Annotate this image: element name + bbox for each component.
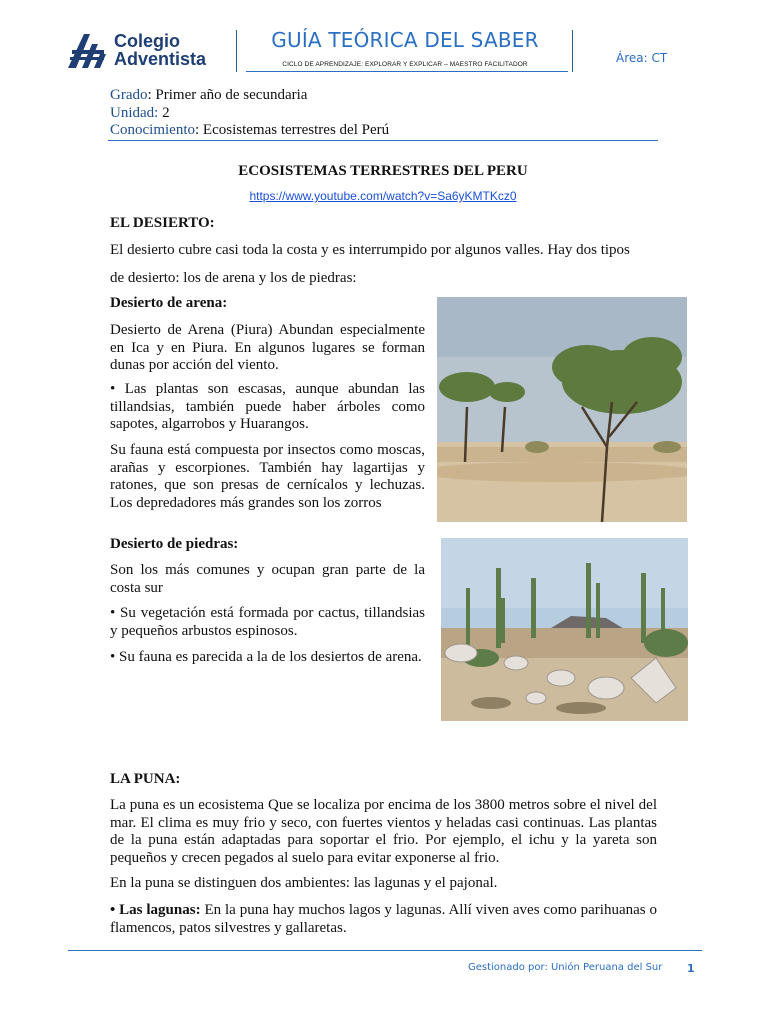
conocimiento-label: Conocimiento (110, 122, 195, 138)
piedras-paragraph-1: Son los más comunes y ocupan gran parte de la costa sur (110, 562, 425, 596)
subheading-desierto-piedras: Desierto de piedras: (110, 536, 239, 552)
logo-line-2: Adventista (114, 49, 207, 69)
arena-paragraph-2: • Las plantas son escasas, aunque abundan las tillandsias, también puede haber árboles como sapotes, algarrobos y Huarangos. (110, 381, 425, 432)
grado-value: : Primer año de secundaria (147, 87, 308, 103)
grado-label: Grado (110, 87, 148, 103)
header-subtitle-rule (246, 71, 568, 72)
school-logo (68, 30, 228, 72)
lagunas-label: • Las lagunas: (110, 902, 201, 918)
area-label: Área: CT (616, 51, 668, 65)
puna-paragraph-1: La puna es un ecosistema Que se localiza por encima de los 3800 metros sobre el nivel del mar. El clima es muy frio y seco, con fuertes vientos y heladas casi continuas. Las plantas de la puna están adaptadas para soportar el frio. Por ejemplo, el ichu y la yareta son pequeños y crecen pegados al suelo para evitar exponerse al frio. (110, 797, 657, 866)
puna-paragraph-2: En la puna se distinguen dos ambientes: las lagunas y el pajonal. (110, 875, 498, 891)
meta-divider (108, 140, 658, 141)
desert-sand-photo (437, 297, 687, 522)
footer-rule (68, 950, 702, 951)
desierto-intro-line-2: de desierto: los de arena y los de piedras: (110, 270, 357, 286)
header-divider-right (572, 30, 573, 72)
meta-grado (110, 86, 307, 104)
meta-unidad (110, 104, 170, 122)
header-title: GUÍA TEÓRICA DEL SABER (271, 28, 539, 52)
desert-stone-photo (441, 538, 688, 721)
subheading-desierto-arena: Desierto de arena: (110, 295, 228, 311)
meta-conocimiento (110, 121, 389, 139)
desierto-intro-line-1: El desierto cubre casi toda la costa y es interrumpido por algunos valles. Hay dos tipos (110, 242, 630, 258)
header-subtitle: CICLO DE APRENDIZAJE: EXPLORAR Y EXPLICAR – MAESTRO FACILITADOR (282, 61, 528, 68)
section-heading-puna: LA PUNA: (110, 771, 181, 787)
document-title: ECOSISTEMAS TERRESTRES DEL PERU (238, 163, 528, 179)
conocimiento-value: : Ecosistemas terrestres del Perú (195, 122, 390, 138)
unidad-value: 2 (158, 105, 170, 121)
section-heading-desierto: EL DESIERTO: (110, 215, 215, 231)
page-number: 1 (687, 962, 695, 975)
unidad-label: Unidad: (110, 105, 159, 121)
puna-paragraph-3 (110, 902, 657, 937)
footer-text: Gestionado por: Unión Peruana del Sur (468, 962, 663, 973)
arena-paragraph-1: Desierto de Arena (Piura) Abundan especialmente en Ica y en Piura. En algunos lugares se forman dunas por acción del viento. (110, 322, 425, 373)
header-divider-left (236, 30, 237, 72)
adventist-logo-icon (68, 32, 106, 70)
lagunas-text: En la puna hay muchos lagos y lagunas. Allí viven aves como parihuanas o flamencos, patos silvestres y gallaretas. (110, 902, 657, 936)
logo-line-1: Colegio (114, 31, 180, 51)
piedras-paragraph-3: • Su fauna es parecida a la de los desiertos de arena. (110, 649, 422, 665)
piedras-paragraph-2: • Su vegetación está formada por cactus, tillandsias y pequeños arbustos espinosos. (110, 605, 425, 639)
arena-paragraph-3: Su fauna está compuesta por insectos como moscas, arañas y escorpiones. También hay lagartijas y ratones, que son presas de cernícalos y lechuzas. Los depredadores más grandes son los zorros (110, 442, 425, 511)
youtube-link[interactable]: https://www.youtube.com/watch?v=Sa6yKMTKcz0 (249, 189, 517, 203)
